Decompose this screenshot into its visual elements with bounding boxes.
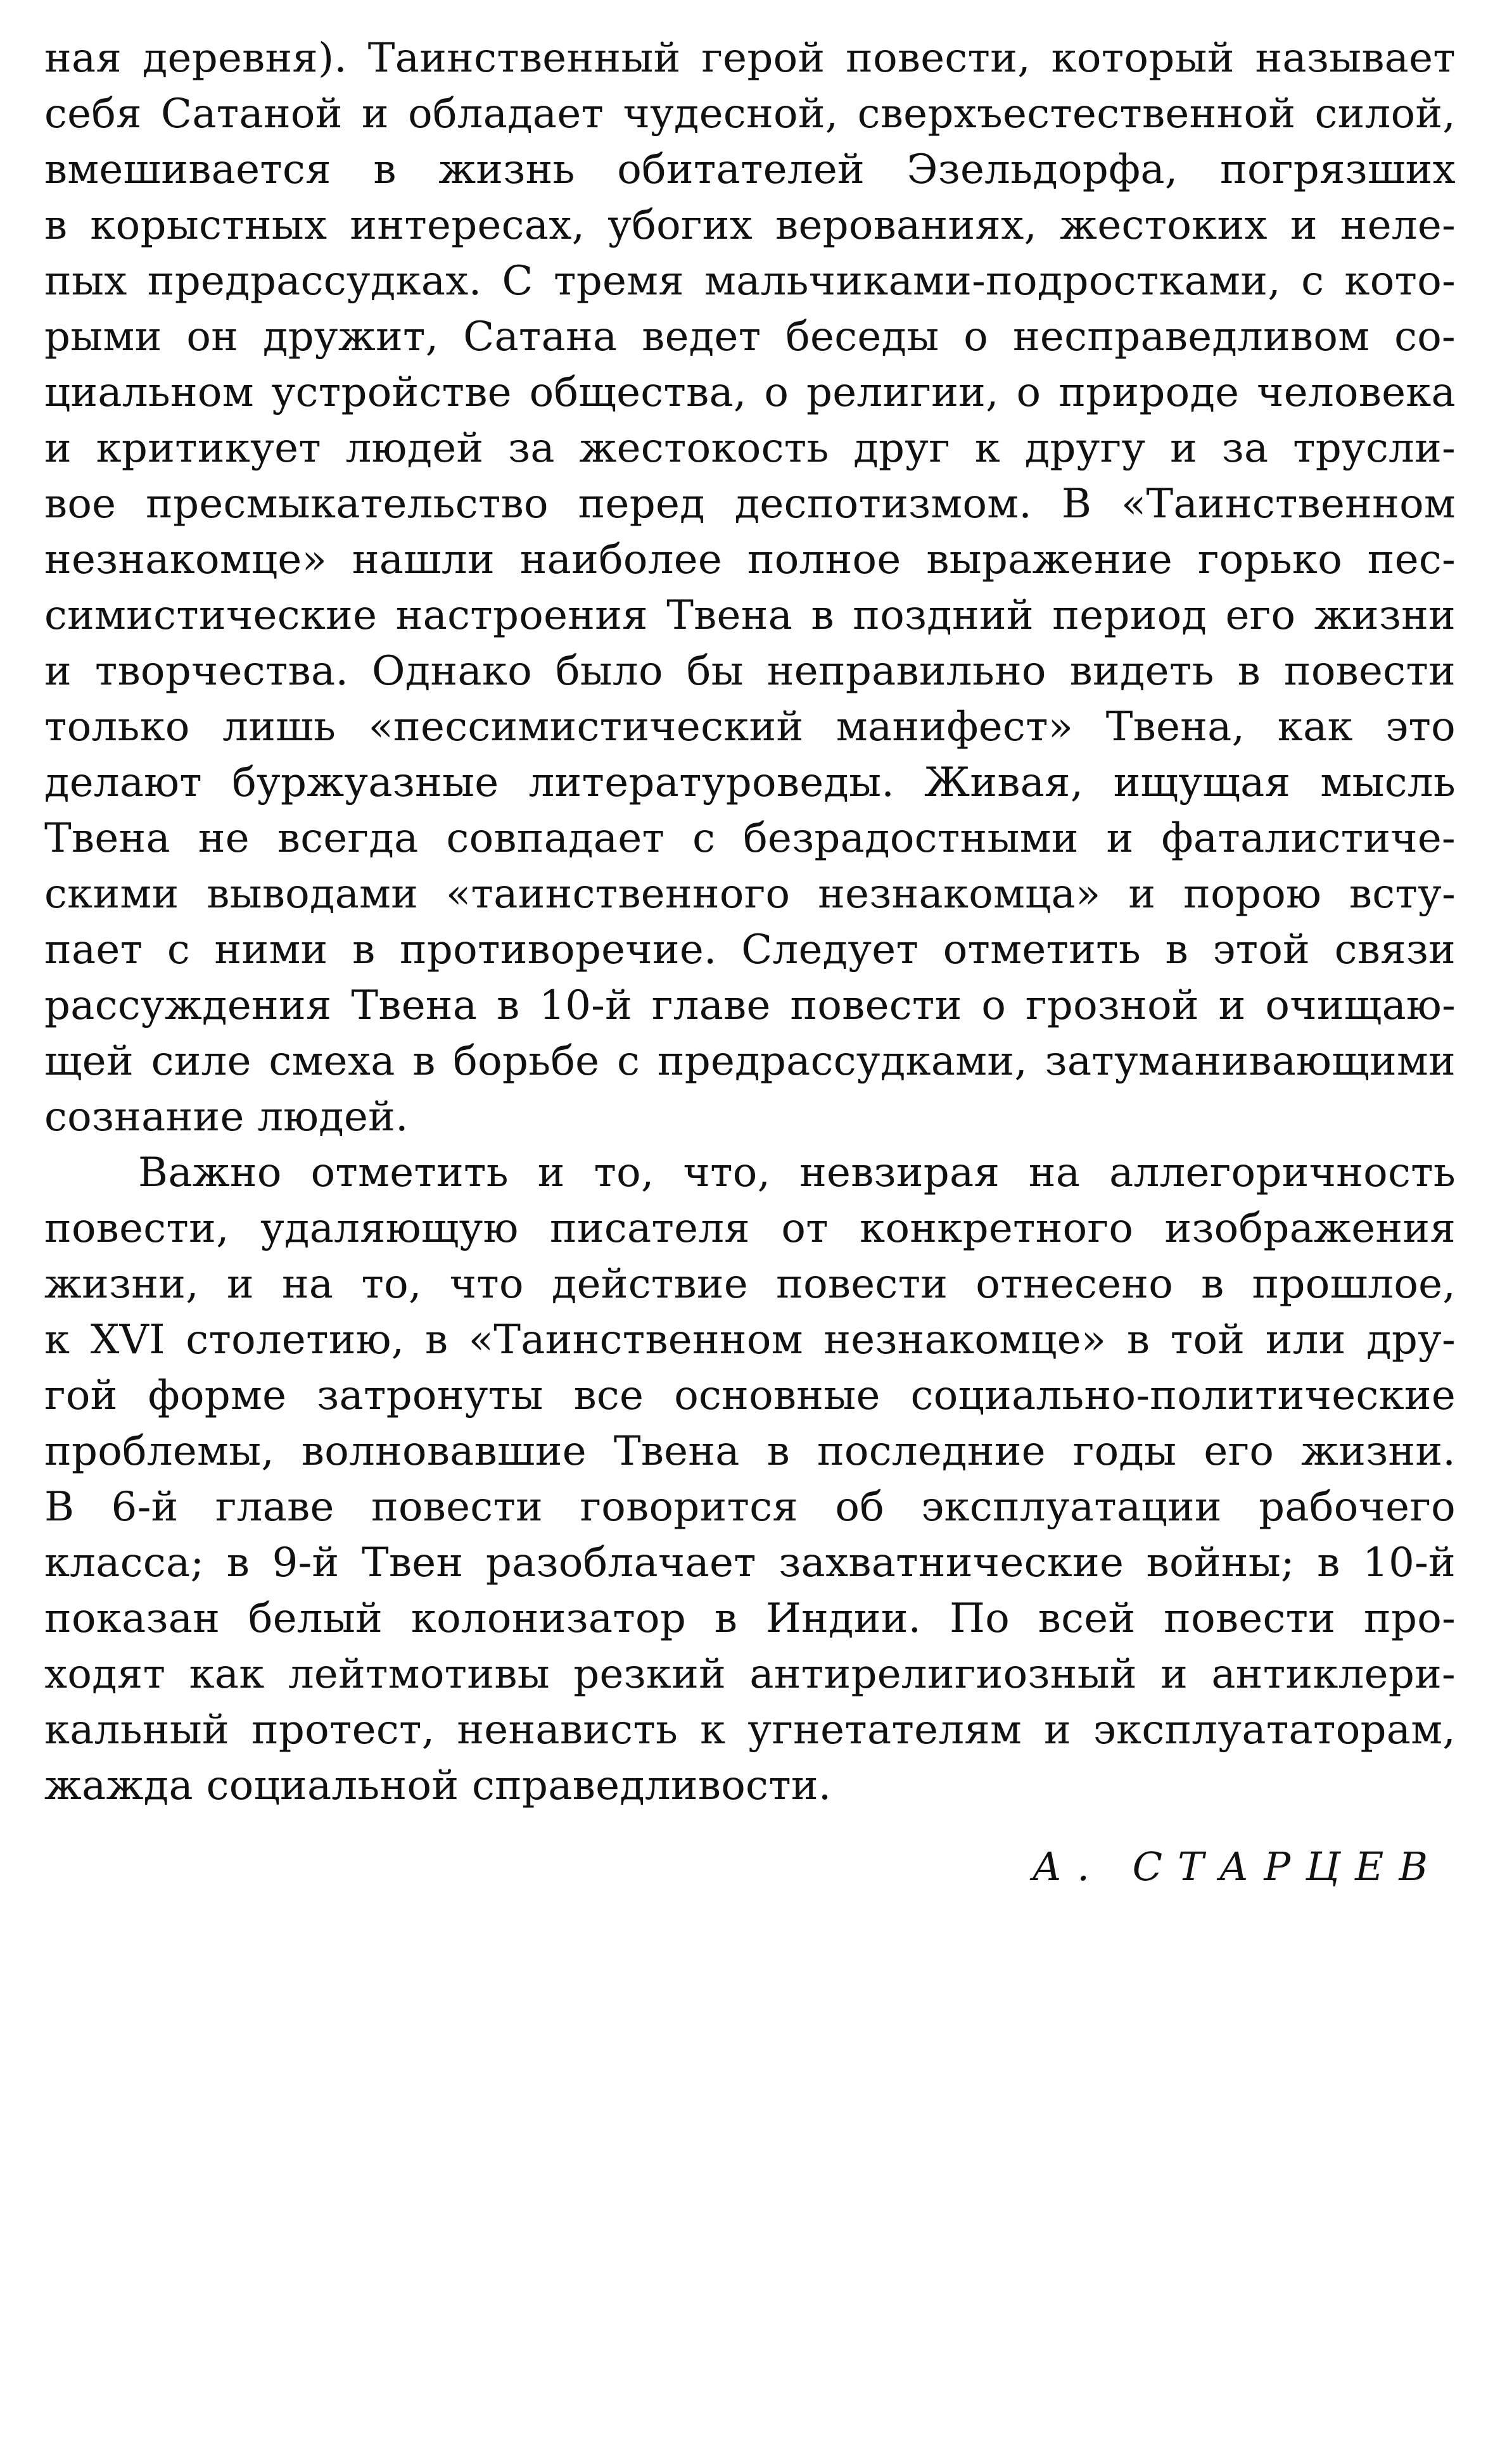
- author-signature: А. СТАРЦЕВ: [1032, 1843, 1443, 1890]
- text-line: скими выводами «таинственного незнакомца» и порою всту-: [44, 871, 1456, 918]
- text-line: гой форме затронуты все основные социально-политические: [44, 1372, 1456, 1419]
- text-line: незнакомце» нашли наиболее полное выражение горько пес-: [44, 536, 1456, 583]
- text-line: пает с ними в противоречие. Следует отметить в этой связи: [44, 926, 1456, 973]
- text-line: жажда социальной справедливости.: [44, 1762, 832, 1809]
- text-line: к XVI столетию, в «Таинственном незнакомце» в той или дру-: [44, 1317, 1456, 1363]
- text-line: только лишь «пессимистический манифест» Твена, как это: [44, 704, 1456, 750]
- text-line: щей силе смеха в борьбе с предрассудками, затуманивающими: [44, 1038, 1456, 1085]
- text-line: циальном устройстве общества, о религии, о природе человека: [44, 369, 1456, 416]
- text-line: рассуждения Твена в 10-й главе повести о грозной и очищаю-: [44, 982, 1456, 1029]
- text-line: симистические настроения Твена в поздний период его жизни: [44, 592, 1456, 639]
- text-line: ная деревня). Таинственный герой повести, который называет: [44, 35, 1456, 82]
- text-line: кальный протест, ненависть к угнетателям и эксплуататорам,: [44, 1707, 1456, 1753]
- text-line: вое пресмыкательство перед деспотизмом. В «Таинственном: [44, 481, 1456, 528]
- text-line: класса; в 9-й Твен разоблачает захватнические войны; в 10-й: [44, 1539, 1456, 1586]
- text-line: рыми он дружит, Сатана ведет беседы о несправедливом со-: [44, 313, 1456, 360]
- text-line: Важно отметить и то, что, невзирая на аллегоричность: [138, 1149, 1456, 1196]
- text-line: пых предрассудках. С тремя мальчиками-подростками, с кото-: [44, 258, 1456, 305]
- text-line: проблемы, волновавшие Твена в последние годы его жизни.: [44, 1428, 1456, 1475]
- text-line: себя Сатаной и обладает чудесной, сверхъестественной силой,: [44, 91, 1456, 137]
- text-line: вмешивается в жизнь обитателей Эзельдорфа, погрязших: [44, 146, 1456, 193]
- text-line: в корыстных интересах, убогих верованиях, жестоких и неле-: [44, 202, 1456, 249]
- text-line: делают буржуазные литературоведы. Живая, ищущая мысль: [44, 759, 1456, 806]
- text-line: В 6-й главе повести говорится об эксплуатации рабочего: [44, 1484, 1456, 1531]
- text-line: и творчества. Однако было бы неправильно видеть в повести: [44, 648, 1456, 695]
- text-line: повести, удаляющую писателя от конкретного изображения: [44, 1205, 1456, 1252]
- text-line: показан белый колонизатор в Индии. По всей повести про-: [44, 1595, 1456, 1642]
- document-page: [44, 0, 1456, 2464]
- text-line: жизни, и на то, что действие повести отнесено в прошлое,: [44, 1261, 1456, 1308]
- text-line: Твена не всегда совпадает с безрадостными и фаталистиче-: [44, 815, 1456, 862]
- text-line: и критикует людей за жестокость друг к другу и за трусли-: [44, 425, 1456, 472]
- text-line: ходят как лейтмотивы резкий антирелигиозный и антиклери-: [44, 1651, 1456, 1698]
- text-line: сознание людей.: [44, 1094, 409, 1140]
